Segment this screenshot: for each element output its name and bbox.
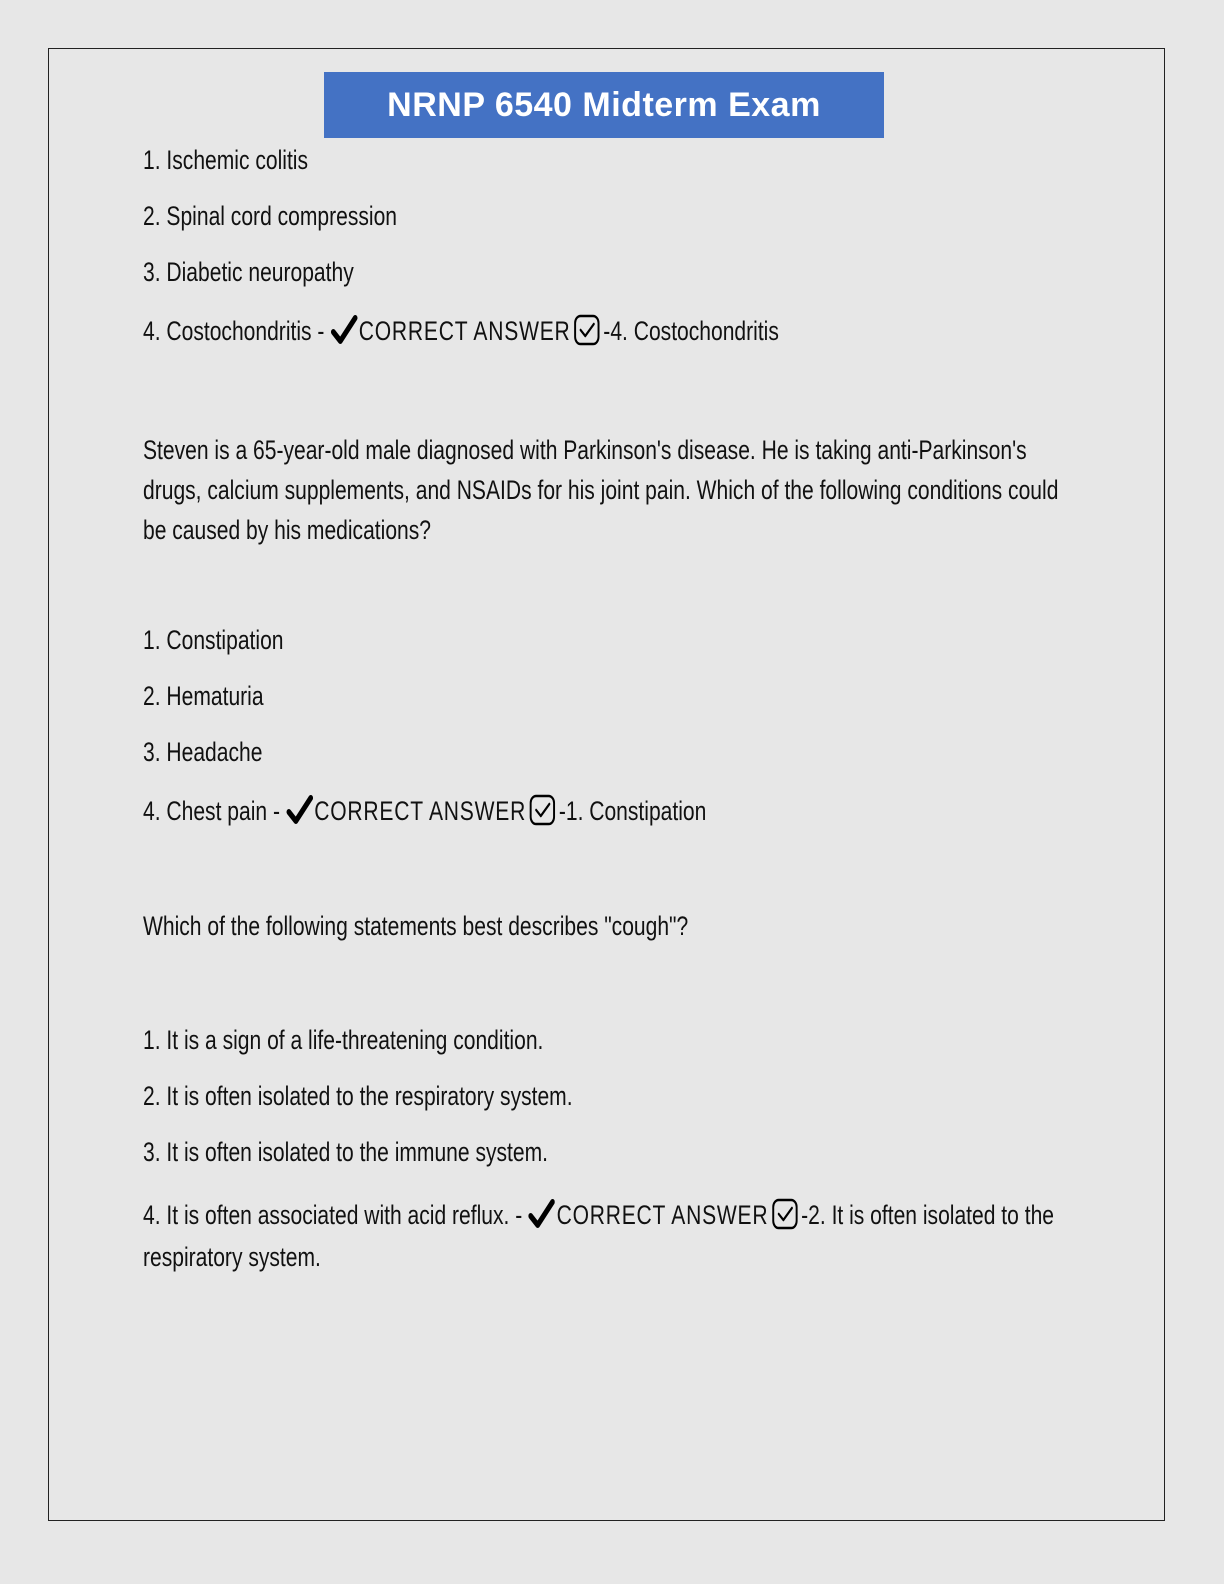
checkmark-icon	[331, 315, 358, 345]
correct-answer-label: CORRECT ANSWER	[314, 796, 527, 826]
option-3: 3. It is often isolated to the immune system.	[143, 1137, 549, 1167]
option-2: 2. Spinal cord compression	[143, 201, 398, 231]
correct-answer-label: CORRECT ANSWER	[358, 316, 571, 346]
question-text: Which of the following statements best describes "cough"?	[143, 911, 689, 941]
question-text: Steven is a 65-year-old male diagnosed with Parkinson's disease. He is taking anti-Parkinson's drugs, calcium supplements, and NSAIDs for his joint pain. Which of the following conditions could be caused by his medications?	[143, 435, 1059, 545]
option-4: 4. It is often associated with acid reflux. -	[143, 1200, 523, 1230]
option-3: 3. Headache	[143, 737, 263, 767]
option-3: 3. Diabetic neuropathy	[143, 257, 354, 287]
answer-text: -1. Constipation	[558, 796, 707, 826]
option-2: 2. It is often isolated to the respiratory system.	[143, 1081, 573, 1111]
option-2: 2. Hematuria	[143, 681, 264, 711]
checkmark-icon	[529, 1199, 556, 1229]
option-1: 1. It is a sign of a life-threatening condition.	[143, 1025, 544, 1055]
checkbox-checked-icon	[529, 794, 556, 826]
option-4-with-answer	[143, 314, 779, 347]
correct-answer-label: CORRECT ANSWER	[556, 1200, 769, 1230]
answer-text: -2. It is often isolated to the respiratory system.	[143, 1200, 1055, 1272]
option-4-with-answer	[143, 1194, 1067, 1278]
option-4-with-answer	[143, 794, 706, 827]
option-4: 4. Costochondritis -	[143, 316, 325, 346]
checkbox-checked-icon	[771, 1198, 798, 1230]
option-1: 1. Ischemic colitis	[143, 145, 309, 175]
answer-text: -4. Costochondritis	[603, 316, 779, 346]
option-1: 1. Constipation	[143, 625, 284, 655]
checkbox-checked-icon	[574, 314, 601, 346]
checkmark-icon	[286, 795, 313, 825]
option-4: 4. Chest pain -	[143, 796, 280, 826]
page-title: NRNP 6540 Midterm Exam	[324, 72, 884, 138]
